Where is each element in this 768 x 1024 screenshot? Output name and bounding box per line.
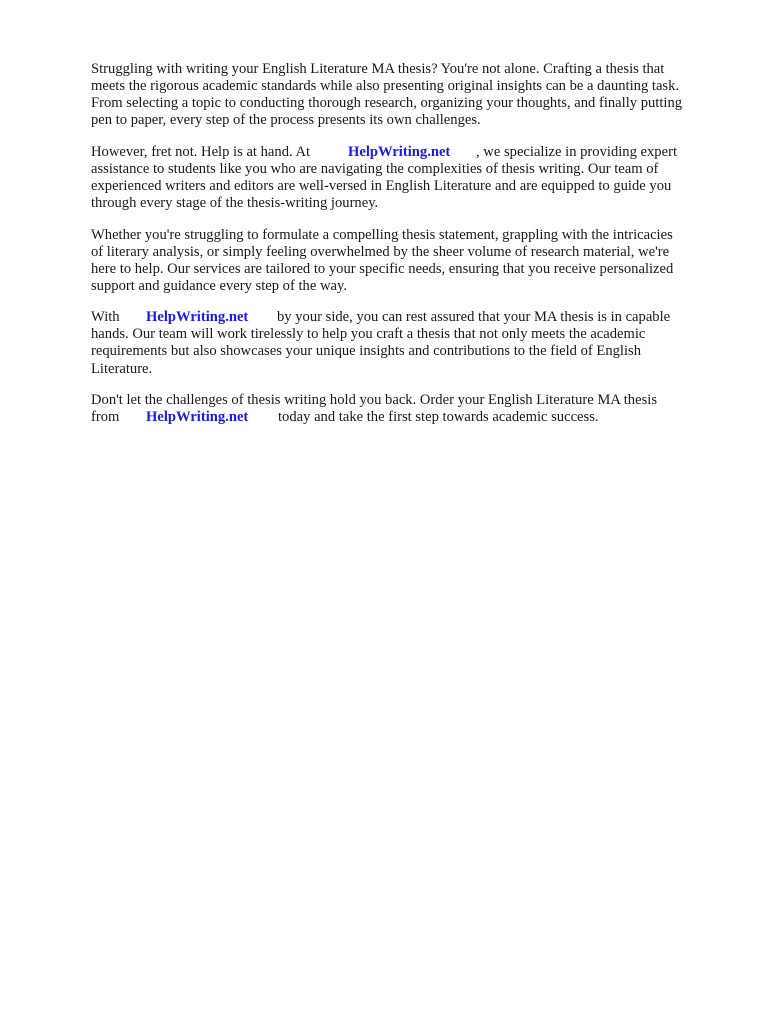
text-line: Don't let the challenges of thesis writing hold you back. Order your English Literature MA thesis xyxy=(91,392,657,409)
paragraph-spacer xyxy=(91,129,731,143)
paragraph-help xyxy=(91,144,731,212)
text-line xyxy=(91,309,731,326)
text-line: pen to paper, every step of the process presents its own challenges. xyxy=(91,112,481,129)
text-fragment: today and take the first step towards academic success. xyxy=(278,409,599,426)
text-fragment: With xyxy=(91,309,120,326)
text-line: support and guidance every step of the way. xyxy=(91,277,347,294)
text-line xyxy=(91,409,731,426)
text-line: through every stage of the thesis-writing journey. xyxy=(91,195,379,212)
text-line: here to help. Our services are tailored to your specific needs, ensuring that you receive personalized xyxy=(91,260,674,277)
paragraph-spacer xyxy=(91,295,731,309)
text-line: meets the rigorous academic standards while also presenting original insights can be a daunting task. xyxy=(91,78,680,95)
paragraph-spacer xyxy=(91,212,731,226)
helpwriting-link[interactable]: HelpWriting.net xyxy=(146,309,249,326)
paragraph-spacer xyxy=(91,378,731,392)
text-fragment: However, fret not. Help is at hand. At xyxy=(91,143,311,160)
paragraph-call-to-action xyxy=(91,392,731,426)
text-line: From selecting a topic to conducting thorough research, organizing your thoughts, and finally putting xyxy=(91,95,683,112)
text-line: Struggling with writing your English Literature MA thesis? You're not alone. Crafting a thesis that xyxy=(91,61,665,77)
text-line: experienced writers and editors are well-versed in English Literature and are equipped to guide you xyxy=(91,177,672,194)
text-fragment: from xyxy=(91,409,120,426)
text-line: Literature. xyxy=(91,360,153,377)
text-line: requirements but also showcases your unique insights and contributions to the field of English xyxy=(91,343,642,360)
text-line xyxy=(91,144,731,161)
text-line: of literary analysis, or simply feeling overwhelmed by the sheer volume of research material, we're xyxy=(91,243,670,260)
text-line: assistance to students like you who are navigating the complexities of thesis writing. Our team of xyxy=(91,160,659,177)
text-line: hands. Our team will work tirelessly to help you craft a thesis that not only meets the academic xyxy=(91,326,646,343)
text-fragment: by your side, you can rest assured that your MA thesis is in capable xyxy=(277,309,671,326)
document-body xyxy=(91,61,731,426)
text-line: Whether you're struggling to formulate a compelling thesis statement, grappling with the intricacies xyxy=(91,226,673,243)
helpwriting-link[interactable]: HelpWriting.net xyxy=(348,143,451,160)
paragraph-assurance xyxy=(91,309,731,377)
paragraph-intro xyxy=(91,61,731,129)
paragraph-struggles xyxy=(91,227,731,295)
text-fragment: , we specialize in providing expert xyxy=(476,143,677,160)
helpwriting-link[interactable]: HelpWriting.net xyxy=(146,409,249,426)
